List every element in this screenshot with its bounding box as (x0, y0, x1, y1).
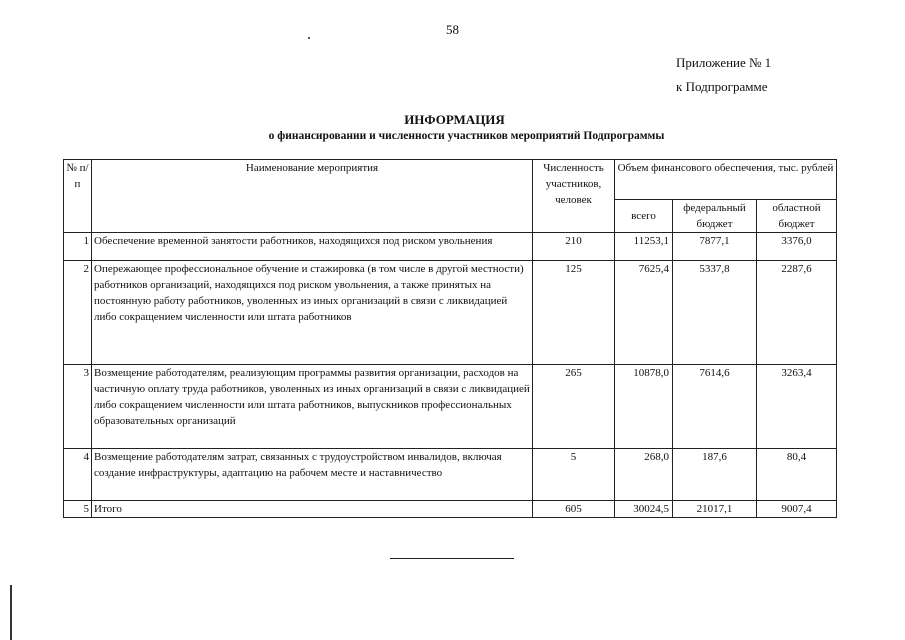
table-row (64, 449, 837, 501)
scan-edge-mark (10, 585, 12, 640)
row-federal: 187,6 (673, 449, 757, 501)
row-count: 605 (533, 501, 615, 518)
appendix-line-1: Приложение № 1 (676, 55, 772, 70)
appendix-line-2: к Подпрограмме (676, 79, 768, 94)
row-name: Возмещение работодателям затрат, связанных с трудоустройством инвалидов, включая создание инфраструктуры, адаптацию на рабочем месте и наставничество (92, 449, 533, 501)
row-num: 1 (64, 233, 92, 261)
row-total: 268,0 (615, 449, 673, 501)
row-total: 10878,0 (615, 365, 673, 449)
header-federal: федеральный бюджет (673, 200, 757, 233)
document-subtitle: о финансировании и численности участников мероприятий Подпрограммы (268, 130, 665, 142)
row-regional: 9007,4 (757, 501, 837, 518)
row-federal: 7877,1 (673, 233, 757, 261)
row-count: 210 (533, 233, 615, 261)
header-num: № п/п (64, 160, 92, 233)
table-row (64, 365, 837, 449)
row-total: 30024,5 (615, 501, 673, 518)
row-regional: 3376,0 (757, 233, 837, 261)
header-name: Наименование мероприятия (92, 160, 533, 233)
row-regional: 80,4 (757, 449, 837, 501)
row-num: 3 (64, 365, 92, 449)
row-federal: 7614,6 (673, 365, 757, 449)
scan-speck (308, 37, 310, 39)
row-name: Возмещение работодателям, реализующим программы развития организации, расходов на частичную оплату труда работников, уволенных из иных организаций в связи с ликвидацией либо сокращением численности или штата работников, выпускников профессиональных образовательных организаций (92, 365, 533, 449)
row-num: 4 (64, 449, 92, 501)
row-total: 7625,4 (615, 261, 673, 365)
row-count: 265 (533, 365, 615, 449)
financing-table (63, 159, 837, 518)
row-total: 11253,1 (615, 233, 673, 261)
row-count: 5 (533, 449, 615, 501)
table-row (64, 261, 837, 365)
row-num: 2 (64, 261, 92, 365)
page-number: 58 (446, 22, 459, 37)
row-federal: 5337,8 (673, 261, 757, 365)
header-total: всего (615, 200, 673, 233)
row-name: Итого (92, 501, 533, 518)
table-row-total (64, 501, 837, 518)
row-name: Обеспечение временной занятости работников, находящихся под риском увольнения (92, 233, 533, 261)
row-regional: 2287,6 (757, 261, 837, 365)
header-count: Численность участников, человек (533, 160, 615, 233)
row-federal: 21017,1 (673, 501, 757, 518)
table-row (64, 233, 837, 261)
row-name: Опережающее профессиональное обучение и стажировка (в том числе в другой местности) работников организаций, находящихся под риском увольнения, а также принятых на постоянную работу работников, уволенных из иных организаций в связи с ликвидацией либо сокращением численности или штата работников (92, 261, 533, 365)
row-count: 125 (533, 261, 615, 365)
header-funding: Объем финансового обеспечения, тыс. рублей (615, 160, 837, 200)
document-title: ИНФОРМАЦИЯ (404, 112, 505, 127)
row-regional: 3263,4 (757, 365, 837, 449)
row-num: 5 (64, 501, 92, 518)
closing-divider (390, 558, 514, 559)
header-regional: областной бюджет (757, 200, 837, 233)
